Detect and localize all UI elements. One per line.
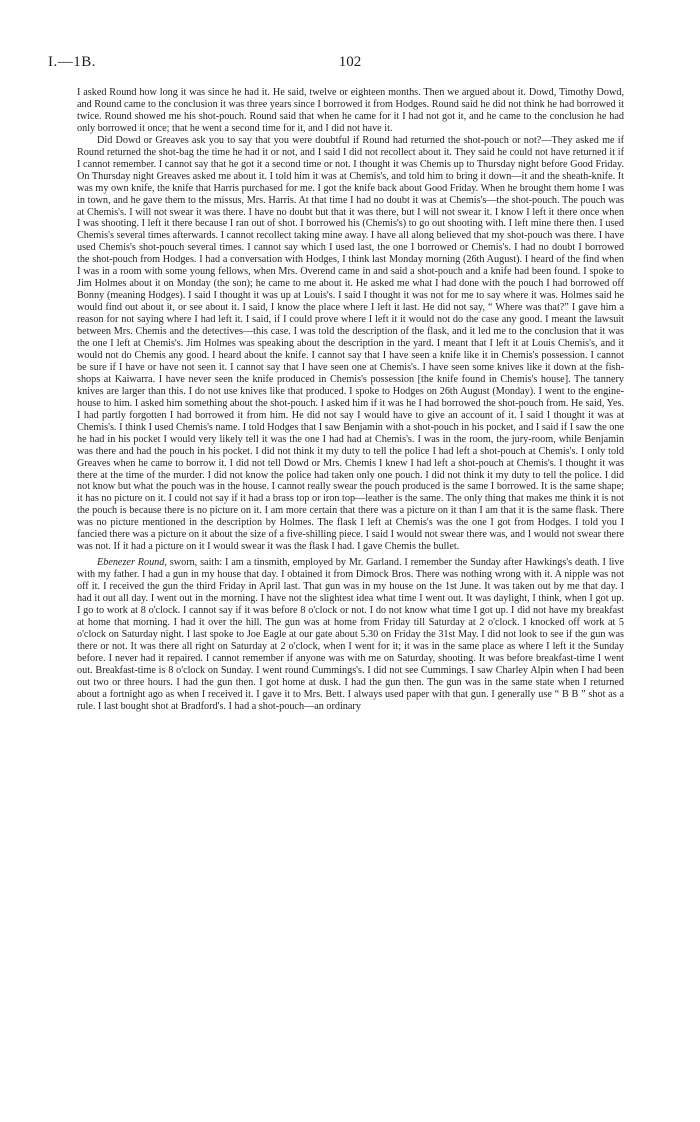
- page-header: [0, 54, 700, 76]
- witness-name: Ebenezer Round: [97, 557, 165, 569]
- paragraph-cross-examination: Did Dowd or Greaves ask you to say that you were doubtful if Round had returned the shot-pouch or not?—They asked me if Round returned the shot-bag the time he had it or not, and I said I did not recollect about it. They said he could not have returned it if I cannot remember. I cannot say that he got it a second time or not. I thought it was Chemis up to Thursday night before Good Friday. On Thursday night Greaves asked me about it. I told him it was at Chemis's, and told him to bring it down—it and the sheath-knife. It was my own knife, the knife that Harris purchased for me. I got the knife back about Good Friday. When he brought them home I was in town, and he gave them to the missus, Mrs. Harris. At that time I had no doubt it was at Chemis's—the shot-pouch. The pouch was at Chemis's. I will not swear it was there. I have no doubt but that it was there, but I will not swear it. I know I left it there once when I was shooting. I left it there because I ran out of shot. I borrowed his (Chemis's) to go out shooting with. I left mine there then. I used Chemis's several times afterwards. I cannot recollect taking mine away. I have all along believed that my shot-pouch was there. I have used Chemis's shot-pouch several times. I cannot say which I used last, the one I borrowed or Chemis's. I had no doubt I borrowed the shot-pouch from Hodges. I had a conversation with Hodges, I think last Monday morning (26th August). I heard of the find when I was in a room with some young fellows, when Mrs. Overend came in and said a shot-pouch and a knife had been found. I spoke to Jim Holmes about it on Monday (the son); he came to me about it. He asked me what I had done with the pouch I had borrowed off Bonny (meaning Hodges). I said I thought it was up at Louis's. I said I thought it was not for me to say where it was. Holmes said he would find out about it, or see about it. I said, I know the place where I left it last. He did not say, “ Where was that?” I gave him a reason for not saying where I had left it. I said, if I could prove where I left it it would not do the case any good. I meant the lawsuit between Mrs. Chemis and the detectives—this case. I was told the description of the flask, and it led me to the conclusion that it was the one I left at Chemis's. Jim Holmes was speaking about the description in the yard. I meant that I left it at Louis Chemis's, and it would not do Chemis any good. I heard about the knife. I cannot say that I have seen a knife like it in Chemis's possession. I cannot be sure if I have or have not seen it. I cannot say that I have seen one at Chemis's. I have seen some knives like it down at the fish-shops at Kaiwarra. I have never seen the knife produced in Chemis's possession [the knife found in Chemis's house]. The tannery knives are larger than this. I do not use knives like that produced. I spoke to Hodges on 26th August (Monday). I went to the engine-house to him. I asked him something about the shot-pouch. I asked him if it was he I had borrowed the shot-pouch from. He said, Yes. I had partly forgotten I had borrowed it from him. He did not say I would have to give an account of it. I said I thought it was at Chemis's. I think I used Chemis's name. I told Hodges that I saw Benjamin with a shot-pouch in his pocket, and I said if I saw the one he had in his pocket I would very likely tell it was the one I had had at Chemis's. I was in the room, the jury-room, while Benjamin was there and had the pouch in his pocket. I did not think it my duty to tell the police I had left a shot-pouch at Chemis's. I only told Greaves when he came to borrow it. I did not tell Dowd or Mrs. Chemis I knew I had left a shot-pouch at Chemis's. I thought it was there at the time of the murder. I did not know the police had taken only one pouch. I did not think it my duty to tell the police. I did not know but what the pouch was in the house. I cannot really swear the pouch produced is the same I borrowed. It is the same shape; it has no picture on it. I could not say if it had a brass top or iron top—leather is the same. The only thing that makes me think it is not the pouch is because there is no picture on it. I am more certain that there was a picture on it than I am that it is the same flask. There was no picture mentioned in the description by Holmes. The flask I left at Chemis's was the one I got from Hodges. I told you I fancied there was a picture on it about the size of a five-shilling piece. I said I would not swear there was, and I would not swear there was not. If it had a picture on it I would swear it was the flask I had. I gave Chemis the bullet.: [77, 134, 624, 553]
- paragraph-continued: I asked Round how long it was since he had it. He said, twelve or eighteen months. Then we argued about it. Dowd, Timothy Dowd, and Round came to the conclusion it was three years since I borrowed it from Hodges. Round said he did not think he had borrowed it twice. Round showed me his shot-pouch. Round said that when he came for it I had not got it, and he came to the conclusion he had only borrowed it once; that he went a second time for it, and I did not have it.: [77, 87, 624, 134]
- paragraph-witness-testimony: [77, 557, 624, 712]
- paper-reference: I.—1B.: [48, 54, 96, 70]
- page-number: 102: [338, 54, 362, 70]
- body-text: [77, 87, 624, 713]
- witness-testimony-text: , sworn, saith: I am a tinsmith, employed by Mr. Garland. I remember the Sunday after Hawkings's death. I live with my father. I had a gun in my house that day. I obtained it from Dimock Bros. There was nothing wrong with it. A nipple was not off it. I received the gun the third Friday in April last. That gun was in my house on the 1st June. It was taken out by me that day. I had it out all day. I went out in the morning. I have not the slightest idea what time I went out. It was daylight, I think, when I got up. I go to work at 8 o'clock. I cannot say if it was before 8 o'clock or not. I do not know what time I got up. I did not have my breakfast at home that morning. I had it over the hill. The gun was at home from Friday till Saturday at 2 o'clock. I knocked off work at 5 o'clock on Saturday night. I last spoke to Joe Eagle at our gate about 5.30 on Friday the 31st May. I did not look to see if the gun was there or not. It was there all right on Saturday at 2 o'clock, when I went for it; it was in the same place as where I left it the Sunday before. I never had it repaired. I cannot remember if anyone was with me on Saturday, shooting. It was before breakfast-time I went out. Breakfast-time is 8 o'clock on Sunday. I went round Cummings's. I did not see Cummings. I saw Charley Alpin when I had been out two or three hours. I had the gun then. I got home at dusk. I had the gun then. The gun was in the same state when I returned about a fortnight ago as when I received it. I gave it to Mrs. Bett. I always used paper with that gun. I generally use “ B B ” shot as a rule. I last bought shot at Bradford's. I had a shot-pouch—an ordinary: [77, 557, 624, 712]
